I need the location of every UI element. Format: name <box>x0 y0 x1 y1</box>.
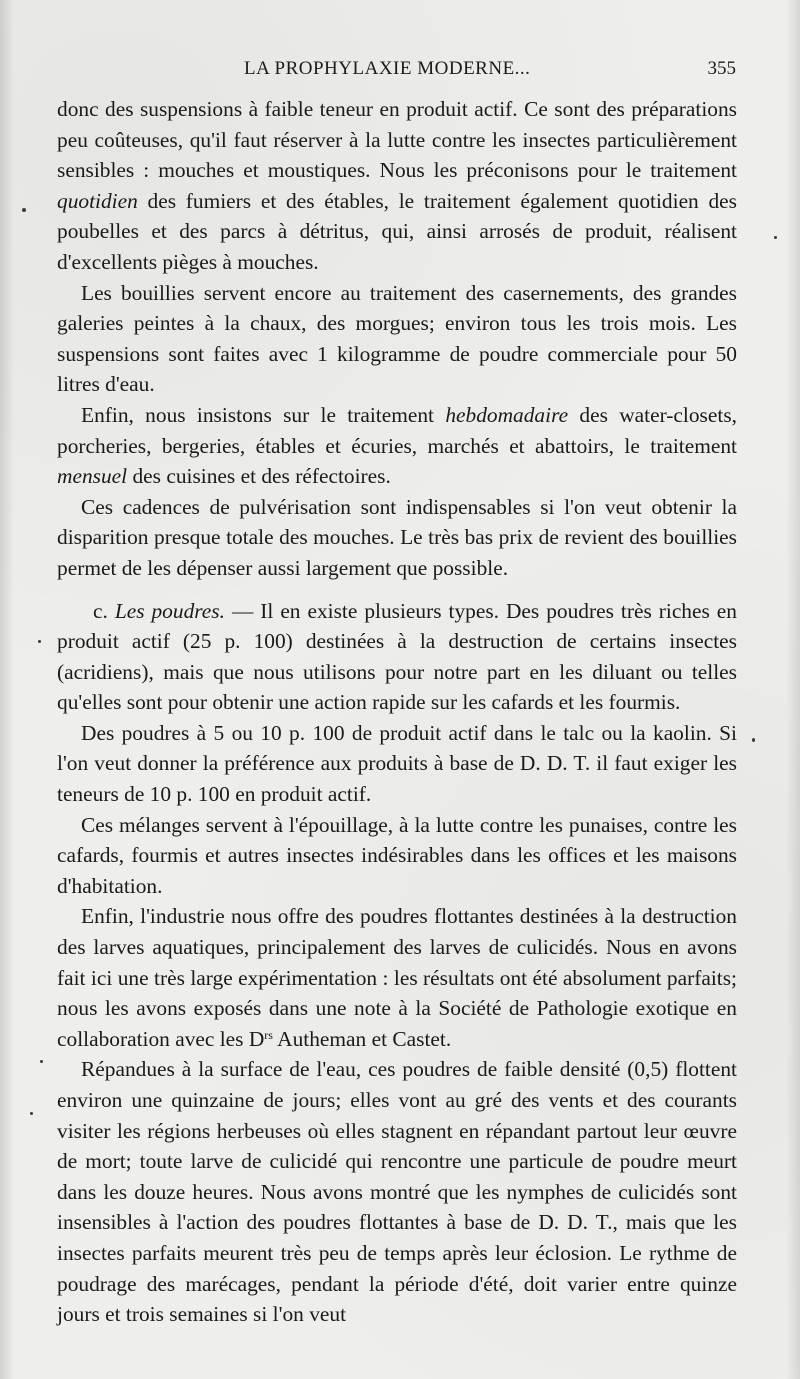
page-number: 355 <box>707 58 736 79</box>
paragraph-repandues: Répandues à la surface de l'eau, ces poudres de faible densité (0,5) flottent environ une quinzaine de jours; elles vont au gré des vents et des courants visiter les régions herbeuses où elles stagnent en répandant partout leur œuvre de mort; toute larve de culicidé qui rencontre une particule de poudre meurt dans les douze heures. Nous avons montré que les nymphes de culicidés sont insensibles à l'action des poudres flottantes à base de D. D. T., mais que les insectes parfaits meurent très peu de temps après leur éclosion. Le rythme de poudrage des marécages, pendant la période d'été, doit varier entre quinze jours et trois semaines si l'on veut <box>57 1057 737 1327</box>
paper-speck <box>38 640 41 643</box>
section-poudres <box>57 596 737 718</box>
paper-speck <box>774 236 777 239</box>
paragraph-cadences: Ces cadences de pulvérisation sont indispensables si l'on veut obtenir la disparition presque totale des mouches. Le très bas prix de revient des bouillies permet de les dépenser aussi largement que possible. <box>57 494 737 580</box>
paper-speck <box>22 208 26 212</box>
paragraph-text-end: Autheman et Castet. <box>272 1026 452 1051</box>
italic-term: hebdomadaire <box>445 402 569 427</box>
paragraph-melanges: Ces mélanges servent à l'épouillage, à la lutte contre les punaises, contre les cafards, fourmis et autres insectes indésirables dans les offices et les maisons d'habitation. <box>57 812 737 898</box>
paragraph-frequencies: Enfin, nous insistons sur le traitement hebdomadaire des water-closets, porcheries, bergeries, étables et écuries, marchés et abattoirs, le traitement mensuel des cuisines et des réfectoires. <box>57 402 737 489</box>
section-letter: c. <box>93 598 108 623</box>
paragraph-poudres-talc: Des poudres à 5 ou 10 p. 100 de produit actif dans le talc ou la kaolin. Si l'on veut donner la préférence aux produits à base de D. D. T. il faut exiger les teneurs de 10 p. 100 en produit actif. <box>57 720 737 807</box>
body-text <box>57 94 737 1330</box>
running-title: LA PROPHYLAXIE MODERNE... <box>244 58 531 79</box>
paper-speck <box>40 1060 43 1063</box>
paragraph-poudres-flottantes <box>57 901 737 1054</box>
italic-term: mensuel <box>57 464 128 489</box>
superscript-doctors: rs <box>264 1027 273 1042</box>
italic-term: quotidien <box>57 188 138 213</box>
paper-speck <box>752 738 755 742</box>
section-body: — Il en existe plusieurs types. Des poudres très riches en produit actif (25 p. 100) destinées à la destruction de certains insectes (acridiens), mais que nous utilisons pour notre part en les diluant ou telles qu'elles sont pour obtenir une action rapide sur les cafards et les fourmis. <box>57 598 737 715</box>
paragraph-continued: donc des suspensions à faible teneur en produit actif. Ce sont des préparations peu coûteuses, qu'il faut réserver à la lutte contre les insectes particulièrement sensibles : mouches et moustiques. Nous les préconisons pour le traitement quotidien des fumiers et des étables, le traitement également quotidien des poubelles et des parcs à détritus, qui, ainsi arrosés de produit, réalisent d'excellents pièges à mouches. <box>57 97 737 274</box>
section-heading: Les poudres. <box>114 598 225 623</box>
paper-speck <box>30 1112 33 1115</box>
paragraph-text: Enfin, l'industrie nous offre des poudres flottantes destinées à la destruction des larves aquatiques, principalement des larves de culicidés. Nous en avons fait ici une très large expérimentation : les résultats ont été absolument parfaits; nous les avons exposés dans une note à la Société de Pathologie exotique en collaboration avec les D <box>57 904 737 1051</box>
running-head <box>60 58 736 86</box>
paragraph-bouillies: Les bouillies servent encore au traitement des casernements, des grandes galeries peintes à la chaux, des morgues; environ tous les trois mois. Les suspensions sont faites avec 1 kilogramme de poudre commerciale pour 50 litres d'eau. <box>57 280 737 397</box>
